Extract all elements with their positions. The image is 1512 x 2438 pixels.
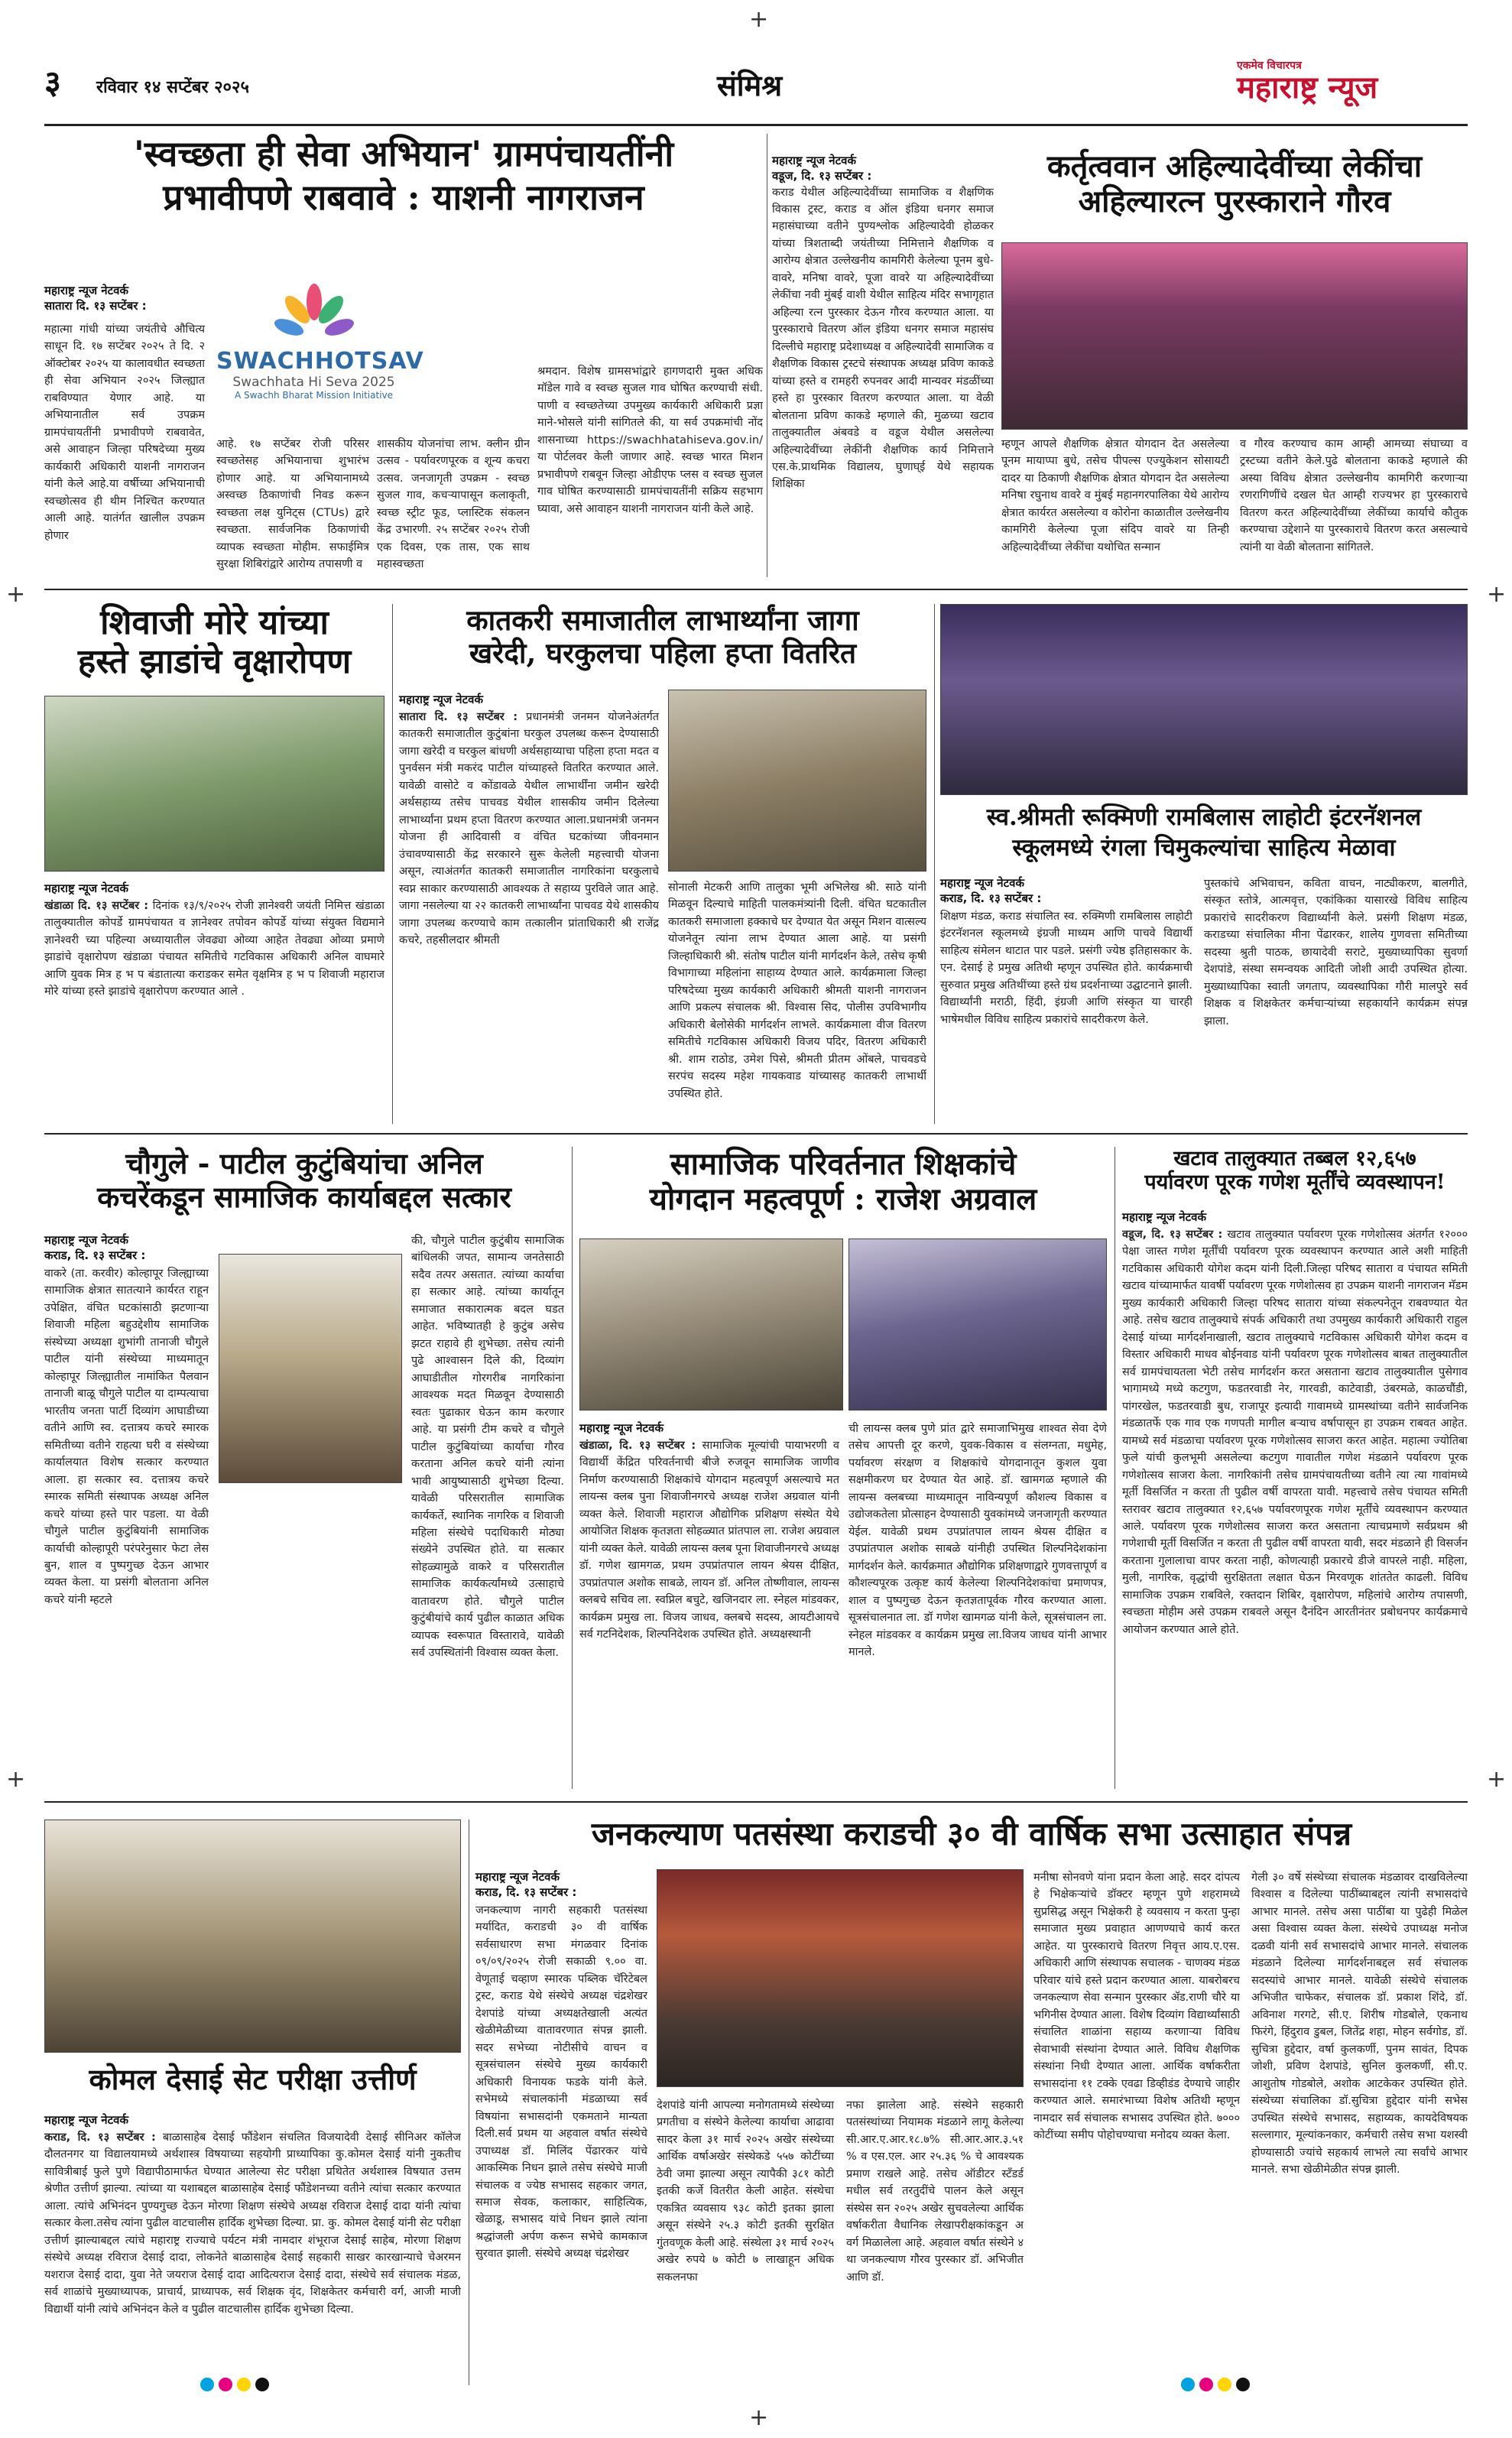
byline: [44, 881, 384, 896]
column-2: की, चौगुले पाटील कुटुंबीय सामाजिक बांधिलकी जपत, सामान्य जनतेसाठी सदैव तत्पर असतात. त्यांच्या कार्याचा हा सत्कार आहे. त्यांच्या कार्यातून समाजात सकारात्मक बदल घडत आहेत. भविष्यातही हे कुटुंब असेच झटत राहावे ही शुभेच्छा. तसेच त्यांनी पुढे आश्वासन दिले की, दिव्यांग आघाडीतील गोरगरीब नागरिकांना आवश्यक मदत मिळवून देण्यासाठी स्वतः पुढाकार घेऊन काम करणार आहे. या प्रसंगी टीम कचरे व चौगुले पाटील कुटुंबियांच्या कार्याचा गौरव करताना अनिल कचरे यांनी त्यांना भावी आयुष्यासाठी शुभेच्छा दिल्या. यावेळी परिसरातील सामाजिक कार्यकर्ते, स्थानिक नागरिक व शिवाजी महिला संस्थेचे पदाधिकारी मोठ्या संख्येने उपस्थित होते. या सत्कार सोहळ्यामुळे वाकरे व परिसरातील सामाजिक कार्यकर्त्यांमध्ये उत्साहाचे वातावरण होते. चौगुले पाटील कुटुंबीयांचे कार्य पुढील काळात अधिक व्यापक स्वरूपात विस्तारावे, यावेळी सर्व उपस्थितांनी विश्वास व्यक्त केला.: [411, 1235, 564, 1660]
headline-ahilya-1: कर्तृत्ववान अहिल्यादेवींच्या लेकींचा: [1046, 148, 1423, 184]
article-body: [1122, 1226, 1468, 1784]
column-divider: [392, 604, 393, 1124]
column-divider: [934, 604, 935, 1124]
column-3: शासकीय योजनांचा लाभ. क्लीन ग्रीन उत्सव - पर्यावरणपूरक व शून्य कचरा उत्सव. जनजागृती उपक्रम - स्वच्छ सुजल गाव, कचऱ्यापासून कलाकृती, स्वच्छ स्ट्रीट फूड, प्लास्टिक संकलन केंद्र उभारणी. २५ सप्टेंबर २०२५ रोजी एक दिवस, एक तास, एक साथ महास्वच्छता: [377, 438, 530, 571]
byline: [1122, 1209, 1468, 1225]
logo-title: SWACHHOTSAV: [216, 348, 424, 375]
column-2: सोनाली मेटकरी आणि तालुका भूमी अभिलेख श्री. साठे यांनी मिळवून दिल्याचे माहिती पालकमंत्र्यांनी दिली. वंचित घटकातील कातकरी समाजाला हक्काचे घर देण्यात येत असून मिशन वात्सल्य योजनेतून त्यांना लाभ देण्यात आला आहे. या प्रसंगी जिल्हाधिकारी श्री. संतोष पाटील यांनी मार्गदर्शन केले, तसेच कृषी विभागाच्या महिलांना साहाय्य देण्यात आले. कार्यक्रमाला जिल्हा परिषदेच्या मुख्य कार्यकारी अधिकारी श्रीमती याशनी नागराजन आणि प्रकल्प संचालक श्री. विश्वास सिद, पोलीस उपविभागीय अधिकारी बेलोसेकी मार्गदर्शन लाभले. कार्यक्रमाला वीज वितरण समितीचे गटविकास अधिकारी विजय पदिर, वितरण अधिकारी श्री. शाम राठोड, उमेश पिसे, श्रीमती प्रीतम ओंबले, पाचवडचे सरपंच सदस्य महेश गायकवाड यांच्यासह कातकरी लाभार्थी उपस्थित होते.: [668, 881, 926, 1100]
body-text: प्रधानमंत्री जनमन योजनेअंतर्गत कातकरी समाजातील कुटुंबांना घरकुल उपलब्ध करून देण्यासाठी जागा खरेदी व घरकुल बांधणी अर्थसहाय्याचा पहिला हप्ता मदत व पुनर्वसन मंत्री मकरंद पाटील यांच्याहस्ते वितरित करण्यात आले. यावेळी वासोटे व कोंडावळे येथील लाभार्थींना जमीन खरेदी अर्थसहाय्य तसेच पाचवड येथील शासकीय जमीन दिलेल्या लाभार्थ्यांना प्रथम हप्ता वितरण करण्यात आला.प्रधानमंत्री जनमन योजना ही आदिवासी व वंचित घटकांच्या जीवनमान उंचावण्यासाठी केंद्र सरकारने सुरू केलेली महत्त्वाची योजना असून, त्याअंतर्गत कातकरी समाजातील नागरिकांना घरकुलाचे स्वप्न साकार करण्यासाठी आवश्यक ते सहाय्य पुरविले जात आहे. जागा नसलेल्या या २२ कातकरी लाभार्थ्यांना पाचवड येथे शासकीय जागा उपलब्ध करण्याचे काम तत्कालीन प्रांताधिकारी श्री राजेंद्र कचरे, तहसीलदार श्रीमती: [399, 711, 659, 947]
article-swachhata: [44, 134, 763, 577]
byline-agency: महाराष्ट्र न्यूज नेटवर्क: [44, 1233, 129, 1247]
headline-chougule-2: कचरेंकडून सामाजिक कार्याबद्दल सत्कार: [97, 1179, 511, 1214]
headline-shivaji-1: शिवाजी मोरे यांच्या: [100, 603, 329, 642]
school-stage-photo: [940, 604, 1468, 795]
byline-agency: महाराष्ट्र न्यूज नेटवर्क: [44, 284, 129, 297]
headline-agrawal-2: योगदान महत्वपूर्ण : राजेश अग्रवाल: [649, 1181, 1037, 1217]
column-divider: [572, 1147, 573, 1789]
dateline: सातारा दि. १३ सप्टेंबर :: [44, 299, 147, 313]
flower-logo-icon: [272, 283, 356, 348]
byline: [399, 692, 659, 707]
headline-janakalyan: जनकल्याण पतसंस्था कराडची ३० वी वार्षिक सभा उत्साहात संपन्न: [591, 1815, 1352, 1852]
headline-chougule-1: चौगुले - पाटील कुटुंबियांचा अनिल: [125, 1146, 483, 1180]
byline-agency: महाराष्ट्र न्यूज नेटवर्क: [44, 881, 129, 895]
header-date: रविवार १४ सप्टेंबर २०२५: [96, 78, 249, 97]
agm-photo: [657, 1869, 1024, 2087]
byline: [772, 153, 994, 184]
column-5: गेली ३० वर्षे संस्थेच्या संचालक मंडळावर दाखविलेल्या विश्वास व दिलेल्या पाठींब्याबद्दल त्यांनी सभासदांचे आभार मानले. तसेच असा पाठींबा या पुढेही मिळेल असा विश्वास व्यक्त केला. संस्थेचे उपाध्यक्ष मनोज दळवी यांनी सर्व सभासदांचे आभार मानले. संचालक मंडळाने दिलेल्या मार्गदर्शनाबद्दल सर्व संचालक सदस्यांचे आभार मानले. यावेळी संस्थेचे संचालक अभिजीत चाफेकर, संचालक डॉ. प्रकाश शिंदे, डॉ. अविनाश गरगटे, सी.ए. शिरीष गोडबोले, एकनाथ फिरंगे, हिंदुराव डुबल, जितेंद्र शहा, मोहन सर्वगोड, डॉ. सुचित्रा हुद्देदार, वर्षा कुलकर्णी, पुनम सावंत, दिपक जोशी, प्रविण देशपांडे, सुनिल कुलकर्णी, सी.ए. आशुतोष गोडबोले, अशोक आटकेकर उपस्थित होते. संस्थेच्या संचालिका डॉ.सुचित्रा हुद्देदार यांनी सभेस उपस्थित संस्थेचे सभासद, सहाय्यक, कायदेविषयक सल्लागार, मूल्यांकनकार, कर्मचारी तसेच सभा यशस्वी होण्यासाठी ज्यांचे सहकार्य लाभले त्या सर्वांचे आभार मानले. सभा खेळीमेळीत संपन्न झाली.: [1251, 1872, 1468, 2176]
column-2: पुस्तकांचे अभिवाचन, कविता वाचन, नाट्यीकरण, बालगीते, संस्कृत स्तोत्रे, आत्मवृत्त, एकांकिका यासारखे विविध साहित्य प्रकारांचे सादरीकरण विद्यार्थ्यांनी केले. प्रसंगी शिक्षण मंडळ, कराडच्या संचालिका मीना पेंढारकर, शालेय गुणवत्ता समितीच्या सदस्या श्रुती पाठक, छायादेवी सराटे, मुख्याध्यापिका सुवर्णा देशपांडे, संस्था समन्वयक आदिती जोशी आदी उपस्थित होत्या. मुख्याध्यापिका स्वाती जगताप, व्यवस्थापिका गौरी मालपुरे सर्व शिक्षक व शिक्षकेतर कर्मचाऱ्यांच्या सहकार्याने कार्यक्रम संपन्न झाला.: [1204, 878, 1468, 1027]
byline-agency: महाराष्ट्र न्यूज नेटवर्क: [940, 876, 1025, 890]
article-chougule: [44, 1147, 564, 1789]
article-janakalyan: [475, 1816, 1468, 2397]
headline-swachhata-2: प्रभावीपणे राबवावे : याशनी नागराजन: [163, 176, 644, 218]
dateline: सातारा दि. १३ सप्टेंबर :: [399, 711, 518, 723]
byline-agency: महाराष्ट्र न्यूज नेटवर्क: [399, 693, 484, 706]
logo-subtitle: Swachhata Hi Seva 2025: [232, 375, 395, 390]
article-ahilya: [1001, 149, 1468, 577]
byline: [44, 283, 205, 314]
byline: [579, 1420, 839, 1436]
komal-felicitation-photo: [44, 1820, 461, 2053]
plantation-photo: [44, 696, 384, 872]
column-1: वाकरे (ता. करवीर) कोल्हापूर जिल्ह्याच्या सामाजिक क्षेत्रात सातत्याने कार्यरत राहून उपेक्षित, वंचित घटकांसाठी झटणाऱ्या शिवाजी महिला बहुउद्देशीय सामाजिक संस्थेच्या अध्यक्षा शुभांगी तानाजी चौगुले पाटील यांनी संस्थेच्या माध्यमातून कोल्हापूर जिल्ह्यातील नामांकित पैलवान तानाजी बाळू चौगुले पाटील या दाम्पत्याचा भारतीय जनता पार्टी दिव्यांग आघाडीच्या वतीने आणि स्व. दत्तात्रय कचरे स्मारक समितीच्या वतीने राहत्या घरी व संस्थेच्या कार्यालयात विशेष सत्कार करण्यात आला. हा सत्कार स्व. दत्तात्रय कचरे स्मारक समिती संस्थापक अध्यक्ष अनिल कचरे यांच्या हस्ते पार पडला. या वेळी चौगुले पाटील कुटुंबियांनी सामाजिक कार्याची कोल्हापूरी परंपरेनुसार फेटा लेस बुन, शाल व पुष्पगुच्छ देऊन आभार व्यक्त केला. या प्रसंगी बोलताना अनिल कचरे यांनी म्हटले: [44, 1268, 209, 1606]
byline: [44, 1232, 209, 1264]
column-2: ची लायन्स क्लब पुणे प्रांत द्वारे समाजाभिमुख शाश्वत सेवा देणे तसेच आपत्ती दूर करणे, युवक-विकास व संलग्नता, मधुमेह, पर्यावरण संरक्षण व शिक्षकांचे योगदानातून कुशल युवा सक्षमीकरण घर देण्यात येत आहे. डॉ. खामगळ म्हणाले की लायन्स क्लबच्या माध्यमातून नाविन्यपूर्ण कौशल्य विकास व उद्योजकतेला प्रोत्साहन देण्यासाठी युवकांमध्ये जनजागृती करण्यात येईल. यावेळी प्रथम उपप्रांतपाल लायन श्रेयस दीक्षित व उपप्रांतपाल अशोक साबळे यांनीही उपस्थित शिल्पनिदेशकांना मार्गदर्शन केले. कार्यक्रमात औद्योगिक प्रशिक्षणाद्वारे गुणवत्तापूर्ण व कौशल्यपूरक उत्कृष्ट कार्य केलेल्या शिल्पनिदेशकांचा प्रमाणपत्र, शाल व पुष्पगुच्छ देऊन कृतज्ञतापूर्वक गौरव करण्यात आला. सूत्रसंचालनात ला. डॉ गणेश खामगळ यांनी केले, सूत्रसंचालन ला. स्नेहल मांडवकर व कार्यक्रम प्रमुख ला.विजय जाधव यांनी आभार मानले.: [848, 1423, 1107, 1659]
article-body: कराड येथील अहिल्यादेवींच्या सामाजिक व शैक्षणिक विकास ट्रस्ट, कराड व ऑल इंडिया धनगर समाज महासंघाच्या वतीने पुण्यश्लोक अहिल्यादेवी होळकर यांच्या त्रिशताब्दी जयंतीच्या निमित्ताने शैक्षणिक व आरोग्य क्षेत्रात उल्लेखनीय कामगिरी केलेल्या पूनम बुधे- वावरे, मनिषा वावरे, पूजा वावरे या अहिल्यादेवींच्या लेकींचा नवी मुंबई वाशी येथील साहित्य मंदिर सभागृहात अहिल्या रत्न पुरस्कार देऊन गौरव करण्यात आला. या पुरस्काराचे वितरण ऑल इंडिया धनगर समाज महासंघ दिल्लीचे महाराष्ट्र प्रदेशाध्यक्ष व अहिल्यादेवी सामाजिक व शैक्षणिक विकास ट्रस्टचे संस्थापक अध्यक्ष प्रविण काकडे यांच्या हस्ते व रामहरी रुपनवर आदी मान्यवर मंडळींच्या हस्ते हा पुरस्कार वितरण करण्यात आला. या वेळी बोलताना प्रविण काकडे म्हणाले की, मुळच्या खटाव तालुक्यातील अंबवडे व वडूज येथील असलेल्या अहिल्यादेवींच्या लेकींनी शैक्षणिक कार्य निमित्ताने एस.के.प्राथमिक विद्यालय, घुणाघ्ई येथे सहायक शिक्षिका: [772, 186, 994, 491]
page-number: ३: [44, 63, 61, 101]
headline-shivaji-2: हस्ते झाडांचे वृक्षारोपण: [77, 641, 352, 681]
registration-mark-top: +: [749, 6, 769, 33]
article-agrawal: [579, 1147, 1107, 1789]
body-text: दिनांक १३/९/२०२५ रोजी ज्ञानेश्वरी जयंती निमित्त खंडाळा तालुक्यातील कोपर्डे ग्रामपंचायत व ज्ञानेश्वर तपोवन कोपर्डे यांच्या संयुक्त विद्यमाने ज्ञानेश्वरी च्या पहिल्या अध्यायातील जेवढ्या ओव्या आहेत तेवढ्या ओव्या प्रमाणे झाडांचे वृक्षारोपण खंडाळा पंचायत समितीचे गटविकास अधिकारी अनिल वाघमारे आणि युवक मित्र ह भ प बंडातात्या कराडकर समेत वृक्षमित्र ह भ प शिवाजी महाराज मोरे यांच्या हस्ते झाडांचे वृक्षारोपण करण्यात आले .: [44, 900, 384, 998]
dateline: कराड, दि. १३ सप्टेंबर :: [475, 1885, 577, 1900]
page-header: [44, 60, 1468, 118]
column-1: [579, 1437, 839, 1785]
headline-katkari-1: कातकरी समाजातील लाभार्थ्यांना जागा: [466, 603, 859, 637]
color-registration-dots: [200, 2378, 274, 2394]
headline-komal: कोमल देसाई सेट परीक्षा उत्तीर्ण: [89, 2062, 417, 2096]
section-rule: [44, 1801, 1468, 1803]
body-text: खटाव तालुक्यात पर्यावरण पूरक गणेशोत्सव अंतर्गत १२००० पेक्षा जास्त गणेश मूर्तींची पर्यावरण पूरक व्यवस्थापन करण्यात आले अशी माहिती गटविकास अधिकारी योगेश कदम यांनी दिली.जिल्हा परिषद सातारा व पंचायत समिती खटाव यांच्यामार्फत यावर्षी पर्यावरण पूरक गणेशोत्सव हा उपक्रम याशनी नागराजन मॅडम मुख्य कार्यकारी अधिकारी जिल्हा परिषद सातारा यांच्या संकल्पनेतून राबवण्यात येत आहे. तसेच खटाव तालुक्याचे संपर्क अधिकारी तथा उपमुख्य कार्यकारी अधिकारी राहुल देसाई यांच्या मार्गदर्शनाखाली, खटाव तालुक्याचे गटविकास अधिकारी योगेश कदम व विस्तार अधिकारी माधव बोईनवाड यांनी पर्यावरण पूरक गणेशोत्सव बाबत तालुक्यातील सर्व ग्रामपंचायतला भेटी तसेच मार्गदर्शन करत असताना खटाव तालुक्यातील पुसेगाव भागामध्ये मध्ये कटगुण, फडतरवाडी नेर, गारवडी, काटेवाडी, उंबरमळे, काळचौंडी, पांगरखेल, फडतरवाडी बुध, राजापूर इत्यादी गावामध्ये ग्रामस्थांच्या वतीने सार्वजनिक मंडळातर्फे एक गाव एक गणपती मागील बऱ्याच वर्षापासून हा उपक्रम राबवत आहेत. यामध्ये सर्व मंडळाचा पर्यावरण पूरक गणेशोत्सव साजरा करत आहेत. महात्मा ज्योतिबा फुले यांची कुलभूमी असलेल्या कटगुण गावातील गणेश मंडळाने पर्यावरण पूरक गणेशोत्सव साजरा केला. नागरिकांनी तसेच ग्रामपंचायतीच्या वतीने त्या त्या गावांमध्ये मूर्ती विसर्जित न करता ती पुढील वर्षी वापरता यावी. महत्त्वाचे तसेच पंचायत समिती स्तरावर खटाव तालुक्यात १२,६५७ पर्यावरणपूरक गणेश मूर्तींचे व्यवस्थापन करण्यात आले. पर्यावरण पूरक गणेशोत्सव साजरा करत असताना त्याचप्रमाणे सर्वप्रथम श्री गणेशाची मूर्ती विसर्जित न करता ती पुढील वर्षी वापरता यावी, सदर मंडळाने ही विसर्जन करताना गुलालाचा वापर करता नाही, कोणत्याही प्रकारचे डीजे वापरले नाही. महिला, मुली, नागरिक, वृद्धांची सुरक्षितता लक्षात घेऊन मिरवणूक शांततेत काढली. विविध सामाजिक उपक्रम राबविले, रक्तदान शिबिर, वृक्षारोपण, महिलांचे आरोग्य तपासणी, स्वच्छता मोहीम असे उपक्रम राबवले असून दैनंदिन आरतीनंतर प्रबोधनपर कार्यक्रमाचे आयोजन करण्यात आले होते.: [1122, 1229, 1468, 1636]
byline-agency: महाराष्ट्र न्यूज नेटवर्क: [44, 2113, 129, 2127]
seminar-photo: [579, 1238, 843, 1411]
section-rule: [44, 1133, 1468, 1135]
header-rule: [44, 124, 1468, 126]
headline-agrawal-1: सामाजिक परिवर्तनात शिक्षकांचे: [670, 1146, 1017, 1182]
section-title: संमिश्र: [717, 68, 783, 102]
dateline: वडूज, दि. १३ सप्टेंबर :: [772, 169, 872, 183]
article-khatav: [1122, 1147, 1468, 1789]
dateline: वडूज, दि. १३ सप्टेंबर :: [1122, 1229, 1223, 1241]
column-1: महात्मा गांधी यांच्या जयंतीचे औचित्य साधून दि. १७ सप्टेंबर २०२५ ते दि. २ ऑक्टोबर २०२५ या कालावधीत स्वच्छता ही सेवा अभियान २०२५ जिल्ह्यात राबविण्यात येणार आहे. या अभियानातील सर्व उपक्रम ग्रामपंचायतींनी प्रभावीपणे राबवावेत, असे आवाहन जिल्हा परिषदेच्या मुख्य कार्यकारी अधिकारी याशनी नागराजन यांनी केले आहे.या वर्षीच्या अभियानाची स्वच्छोत्सव ही थीम निश्चित करण्यात आली आहे. यातंर्गत खालील उपक्रम होणार: [44, 323, 205, 542]
headline-ahilya-2: अहिल्यारत्न पुरस्काराने गौरव: [1078, 183, 1391, 219]
article-komal: [44, 1820, 461, 2401]
dateline: खंडाळा दि. १३ सप्टेंबर :: [44, 900, 149, 912]
headline-katkari-2: खरेदी, घरकुलचा पहिला हप्ता वितरित: [469, 635, 857, 670]
headline-swachhata-1: 'स्वच्छता ही सेवा अभियान' ग्रामपंचायतींनी: [133, 133, 674, 174]
katkari-photo: [668, 690, 926, 872]
color-registration-dots: [1181, 2378, 1254, 2394]
headline-lahoti-1: स्व.श्रीमती रूक्मिणी रामबिलास लाहोटी इंटरनॅशनल: [986, 803, 1422, 831]
byline-agency: महाराष्ट्र न्यूज नेटवर्क: [1122, 1210, 1207, 1224]
lions-club-photo: [848, 1238, 1107, 1411]
dateline: कराड, दि. १३ सप्टेंबर :: [44, 2131, 156, 2144]
body-text: बाळासाहेब देसाई फौंडेशन संचलित विजयादेवी देसाई सीनिअर कॉलेज दौलतनगर या विद्यालयामध्ये अर्थशास्त्र विषयाच्या सहयोगी प्राध्यापिका कु.कोमल देसाई यांनी नुकतीच सावित्रीबाई फुले पुणे विद्यापीठामार्फत घेण्यात आलेल्या सेट परीक्षा प्रथितेत अर्थशास्त्र विषयात उत्तम श्रेणीत उत्तीर्ण झाल्या. त्यांच्या या यशाबद्दल बाळासाहेब देसाई फौंडेशनच्या वतीने त्यांचा सत्कार करण्यात आला. त्यांचे अभिनंदन पुण्यगुच्छ देऊन मोरणा शिक्षण संस्थेचे अध्यक्ष रविराज देसाई दादा यांनी त्यांचा सत्कार केला.तसेच त्यांना पुढील वाटचालीस हार्दिक शुभेच्छा दिल्या. प्रा. कु. कोमल देसाई यांनी सेट परीक्षा उत्तीर्ण झाल्याबद्दल त्यांचे महाराष्ट्र राज्याचे पर्यटन मंत्री नामदार शंभूराज देसाई साहेब, मोरणा शिक्षण संस्थेचे अध्यक्ष रविराज देसाई दादा, लोकनेते बाळासाहेब देसाई सहकारी साखर कारखान्याचे चेअरमन यशराज देसाई दादा, युवा नेते जयराज देसाई दादा आदित्यराज देसाई दादा, संस्थेचे सर्व संचालक मंडळ, सर्व शाळांचे मुख्याध्यापक, प्राचार्य, प्राध्यापक, सर्व शिक्षक वृंद, शिक्षकेतर कर्मचारी वर्ग, आजी माजी विद्यार्थी यांनी त्यांचे अभिनंदन केले व पुढील वाटचालीस हार्दिक शुभेच्छा दिल्या.: [44, 2131, 461, 2316]
byline: [940, 875, 1192, 907]
byline-agency: महाराष्ट्र न्यूज नेटवर्क: [475, 1870, 560, 1884]
registration-mark-right: +: [1487, 581, 1507, 608]
swachhotsav-logo: [216, 283, 424, 428]
column-4: श्रमदान. विशेष ग्रामसभांद्वारे हागणदारी मुक्त अधिक मॉडेल गावे व स्वच्छ सुजल गाव घोषित करण्याची संधी. पाणी व स्वच्छतेच्या उपमुख्य कार्यकारी अधिकारी प्रज्ञा माने-भोसले यांनी सांगितले की, या सर्व उपक्रमांची नोंद शासनाच्या https://swachhatahiseva.gov.in/ या पोर्टलवर केली जाणार आहे. स्वच्छ भारत मिशन प्रभावीपणे राबवून जिल्हा ओडीएफ प्लस व स्वच्छ सुजल गाव घोषित करण्यासाठी ग्रामपंचायतींनी सक्रिय सहभाग घ्यावा, असे आवाहन याशनी नागराजन यांनी केले आहे.: [537, 365, 763, 515]
registration-mark-bottom: +: [749, 2404, 769, 2431]
dateline: कराड, दि. १३ सप्टेंबर :: [940, 891, 1042, 906]
award-photo: [1001, 242, 1468, 430]
registration-mark-left: +: [6, 581, 26, 608]
article-body: [44, 898, 384, 1119]
column-2: व गौरव करण्याच काम आम्ही आमच्या संघाच्या व ट्रस्टच्या वतीने केले.पुढे बोलताना काकडे म्हणाले की अस्या विविध क्षेत्रात उल्लेखनीय कामगिरी करणाऱ्या रणरागिणींचे दखल घेत आम्ही राज्यभर हा पुरस्काराचे वितरण करत अहिल्यादेवींच्या लेकींच्या कार्याचे कौतुक करण्याचा उद्देशाने या पुरस्काराचे वितरण करत असल्याचे त्यांनी या वेळी बोलताना सांगितले.: [1240, 438, 1468, 554]
body-text: सामाजिक मूल्यांची पायाभरणी व विद्यार्थी केंद्रित परिवर्तनाची बीजे रुजवून सामाजिक जाणीव निर्माण करण्यासाठी शिक्षकांचे योगदान महत्वपूर्ण असल्याचे मत लायन्स क्लब पुना शिवाजीनगरचे अध्यक्ष राजेश अग्रवाल यांनी व्यक्त केले. शिवाजी महाराज औद्योगिक प्रशिक्षण संस्थेत येथे आयोजित शिक्षक कृतज्ञता सोहळ्यात प्रांतपाल ला. राजेश अग्रवाल यांनी व्यक्त केले. यावेळी लायन्स क्लब पूना शिवाजीनगरचे अध्यक्ष डॉ. गणेश खामगळ, प्रथम उपप्रांतपाल लायन श्रेयस दीक्षित, उपप्रांतपाल अशोक साबळे, लायन डॉ. अनिल तोष्णीवाल, लायन्स क्लबचे सचिव ला. स्वप्निल बचुटे, खजिनदार ला. स्नेहल मांडवकर, कार्यक्रम प्रमुख ला. विजय जाधव, क्लबचे सदस्य, आयटीआयचे सर्व गटनिदेशक, शिल्पनिदेशक उपस्थित होते. अध्यक्षस्थानी: [579, 1440, 839, 1641]
section-rule: [44, 589, 1468, 590]
column-1: म्हणून आपले शैक्षणिक क्षेत्रात योगदान देत असलेल्या पूनम मायाप्पा बुधे, तसेच पीपल्स एज्युकेशन सोसायटी दादर या ठिकाणी शैक्षणिक क्षेत्रात योगदान देत असलेल्या मनिषा रघुनाथ वावरे व मुंबई महानगरपालिका येथे आरोग्य क्षेत्रात कार्यरत असलेल्या व कोरोना काळातील उल्लेखनीय कामगिरी केलेल्या पूजा संदिप वावरे या तिन्ही अहिल्यादेवींच्या लेकींचा यथोचित सन्मान: [1001, 438, 1229, 554]
byline: [44, 2112, 461, 2128]
dateline: खंडाळा, दि. १३ सप्टेंबर :: [579, 1440, 696, 1452]
headline-lahoti-2: स्कूलमध्ये रंगला चिमुकल्यांचा साहित्य मेळावा: [1012, 834, 1396, 862]
column-3: नफा झालेला आहे. संस्थेने सहकारी पतसंस्थांच्या नियामक मंडळाने लागू केलेल्या सी.आर.ए.आर.१८.७% सी.आर.आर.३.५१ % व एस.एल. आर २५.३६ % चे आवश्यक प्रमाण राखले आहे. तसेच ऑडीटर स्टॅंडर्ड मधील सर्व तरतुदींचे पालन केले असून संस्थेस सन २०२५ अखेर सुचवलेल्या आर्थिक वर्षाकरीता वैधानिक लेखापरीक्षकांकडून अ वर्ग मिळालेला आहे. अहवाल वर्षात संस्थेने ४ था जनकल्याण गौरव पुरस्कार डॉ. अभिजीत आणि डॉ.: [846, 2099, 1024, 2284]
article-body: [44, 2129, 461, 2374]
column-4: मनीषा सोनवणे यांना प्रदान केला आहे. सदर दांपत्य हे भिक्षेकऱ्यांचे डॉक्टर म्हणून पुणे शहरामध्ये सुप्रसिद्ध असून भिक्षेकरी हे व्यवसाय न करता पुन्हा समाजात मुख्य प्रवाहात आणण्याचे कार्य करत आहेत. या पुरस्काराचे वितरण निवृत्त आय.ए.एस. अधिकारी आणि संस्थापक सचालक - चाणक्य मंडळ परिवार यांचे हस्ते प्रदान करण्यात आला. याबरोबरच जनकल्याण सेवा सन्मान पुरस्कार ॲड.राणी चौरे या भगिनीस देण्यात आला. विशेष दिव्यांग विद्यार्थ्यांसाठी संचालित शाळांना सहाय्य करणाऱ्या विविध सेवाभावी संस्थांना देण्यात आले. विविध शैक्षणिक संस्थांना निधी देण्यात आला. आर्थिक वर्षाकरीता सभासदांना ११ टक्के एवढा डिव्हीडंड देण्याचे जाहीर करण्यात आले. समारंभाच्या विशेष अतिथी म्हणून नामदार सर्व संचालक सभासद उपस्थित होते. ७००० कोटींच्या समीप पोहोचण्याचा मनोदय व्यक्त केला.: [1033, 1872, 1240, 2142]
column-2: देशपांडे यांनी आपल्या मनोगतामध्ये संस्थेच्या प्रगतीचा व संस्थेने केलेल्या कार्याचा आढावा सादर केला ३१ मार्च २०२५ अखेर संस्थेच्या आर्थिक वर्षाअखेर संस्थेकडे ५५७ कोटींच्या ठेवी जमा झाल्या असून त्यापैकी ३८१ कोटी इतकी कर्जे वितरीत केली आहेत. संस्थेचा एकत्रित व्यवसाय ९३८ कोटी इतका झाला असून संस्थेने २५.३ कोटी इतकी सुरक्षित गुंतवणूक केली आहे. संस्थेला ३१ मार्च २०२५ अखेर रुपये ७ कोटी ७ लाखाहून अधिक सकलनफा: [657, 2099, 834, 2284]
registration-mark-right-2: +: [1487, 1766, 1507, 1793]
dateline: कराड, दि. १३ सप्टेंबर :: [44, 1248, 146, 1263]
brand-tagline: एकमेव विचारपत्र: [1237, 60, 1302, 72]
column-1: जनकल्याण नागरी सहकारी पतसंस्था मर्यादित, कराडची ३० वी वार्षिक सर्वसाधारण सभा मंगळवार दिनांक ०९/०९/२०२५ रोजी सकाळी ९.०० वा. वेणूताई चव्हाण स्मारक पब्लिक चॅरिटेबल ट्रस्ट, कराड येथे संस्थेचे अध्यक्ष चंद्रशेखर देशपांडे यांच्या अध्यक्षतेखाली अत्यंत खेळीमेळीच्या वातावरणात संपन्न झाली. सदर सभेच्या नोटीसीचे वाचन व सूत्रसंचालन संस्थेचे मुख्य कार्यकारी अधिकारी विनायक फडके यांनी केले. सभेमध्ये संचालकांनी मंडळाच्या सर्व विषयांना सभासदांनी एकमताने मान्यता दिली.सर्व प्रथम या अहवाल वर्षात संस्थेचे उपाध्यक्ष डॉ. मिलिंद पेंढारकर यांचे आकस्मिक निधन झाले तसेच संस्थेचे माजी संचालक व ज्येष्ठ सभासद सहकार जगत, समाज सेवक, कलाकार, साहित्यिक, खेळाडू, सभासद यांचे निधन झाले त्यांना श्रद्धांजली अर्पण करून सभेचे कामकाज सुरवात झाली. संस्थेचे अध्यक्ष चंद्रशेखर: [475, 1904, 647, 2261]
byline-agency: महाराष्ट्र न्यूज नेटवर्क: [579, 1421, 664, 1435]
column-2: आहे. १७ सप्टेंबर रोजी परिसर स्वच्छतेसह अभियानाचा शुभारंभ होणार आहे. या अभियानामध्ये अस्वच्छ ठिकाणांची निवड करून स्वच्छता लक्ष युनिट्स (CTUs) द्वारे स्वच्छता. सार्वजनिक ठिकाणांची व्यापक स्वच्छता मोहीम. सफाईमित्र सुरक्षा शिबिरांद्वारे आरोग्य तपासणी व: [216, 438, 369, 571]
brand-logo: महाराष्ट्र न्यूज: [1237, 70, 1378, 106]
headline-khatav-1: खटाव तालुक्यात तब्बल १२,६५७: [1173, 1147, 1416, 1170]
headline-khatav-2: पर्यावरण पूरक गणेश मूर्तींचे व्यवस्थापन!: [1144, 1170, 1445, 1195]
article-katkari: [399, 604, 926, 1124]
column-1: शिक्षण मंडळ, कराड संचालित स्व. रुक्मिणी रामबिलास लाहोटी इंटरनॅशनल स्कूलमध्ये इंग्रजी माध्यम आणि पाचवे विद्यार्थी साहित्य संमेलन थाटात पार पडले. प्रसंगी ज्येष्ठ इतिहासकार के. एन. देसाई हे प्रमुख अतिथी म्हणून उपस्थित होते. कार्यक्रमाची सुरुवात प्रमुख अतिथींच्या हस्ते ग्रंथ प्रदर्शनाच्या उद्घाटनाने झाली. विद्यार्थ्यांनी मराठी, हिंदी, इंग्रजी आणि संस्कृत या चारही भाषेमधील विविध साहित्य प्रकारांचे सादरीकरण केले.: [940, 911, 1192, 1026]
byline-agency: महाराष्ट्र न्यूज नेटवर्क: [772, 154, 857, 167]
column-1: [399, 709, 659, 1122]
article-ahilya-body: [772, 153, 994, 577]
article-lahoti: [940, 604, 1468, 1124]
byline: [475, 1869, 647, 1901]
registration-mark-left-2: +: [6, 1766, 26, 1793]
article-shivaji: [44, 604, 384, 1124]
logo-tagline: A Swachh Bharat Mission Initiative: [234, 390, 394, 401]
felicitation-photo: [219, 1254, 402, 1483]
